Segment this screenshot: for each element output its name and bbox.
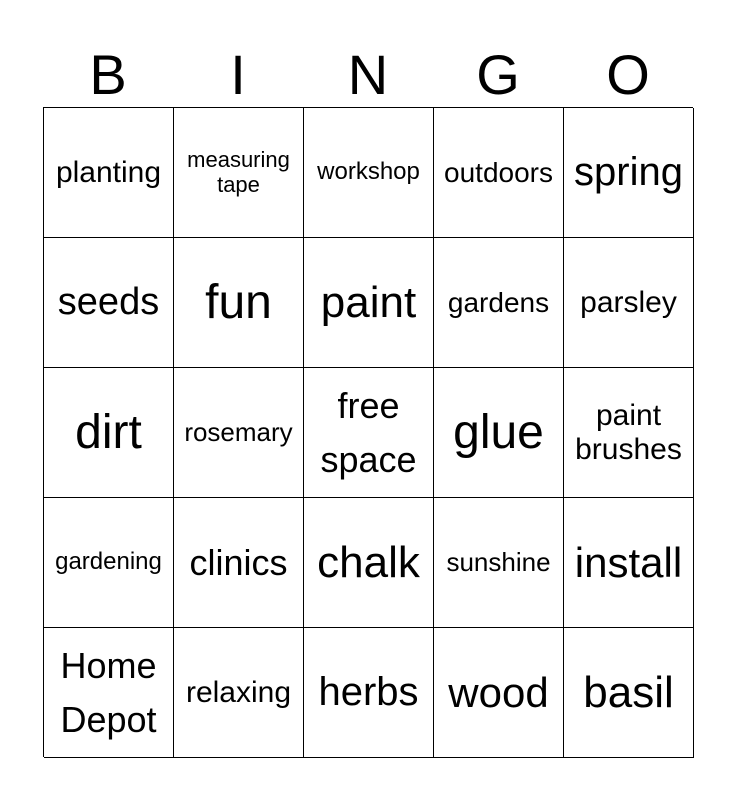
bingo-cell[interactable] (434, 238, 564, 368)
bingo-cell[interactable] (564, 628, 694, 758)
bingo-cell[interactable] (44, 368, 174, 498)
cell-label: dirt (75, 405, 142, 459)
cell-label: install (574, 538, 683, 586)
bingo-cell[interactable] (304, 238, 434, 368)
bingo-cell[interactable] (44, 238, 174, 368)
bingo-board (43, 107, 693, 757)
cell-label: paint (320, 277, 417, 327)
cell-label: gardens (447, 286, 550, 318)
cell-label: sunshine (446, 546, 551, 577)
cell-label: Home Depot (60, 644, 157, 740)
bingo-cell[interactable] (174, 498, 304, 628)
bingo-cell[interactable] (434, 628, 564, 758)
cell-label: workshop (317, 158, 420, 186)
bingo-cell[interactable] (304, 108, 434, 238)
cell-label: herbs (318, 670, 419, 715)
free-space-label: free space (320, 384, 417, 480)
bingo-cell[interactable] (304, 498, 434, 628)
header-letter-i: I (230, 43, 246, 106)
cell-label: rosemary (184, 416, 293, 447)
cell-label: fun (205, 275, 272, 329)
cell-label: paint brushes (575, 398, 682, 466)
cell-label: parsley (580, 285, 677, 319)
cell-label: basil (583, 667, 674, 717)
bingo-cell[interactable] (564, 368, 694, 498)
bingo-cell[interactable] (564, 498, 694, 628)
bingo-cell[interactable] (174, 628, 304, 758)
cell-label: relaxing (185, 675, 292, 709)
cell-label: wood (448, 668, 549, 716)
header-letter-n: N (347, 43, 389, 106)
bingo-cell[interactable] (44, 498, 174, 628)
bingo-cell[interactable] (304, 368, 434, 498)
bingo-cell[interactable] (564, 108, 694, 238)
cell-label: seeds (57, 281, 160, 324)
cell-label: chalk (317, 537, 420, 587)
header-letter-b: B (89, 43, 127, 106)
cell-label: spring (574, 150, 683, 195)
bingo-header (43, 42, 693, 108)
cell-label: clinics (189, 541, 288, 583)
bingo-cell[interactable] (44, 108, 174, 238)
bingo-cell[interactable] (434, 108, 564, 238)
bingo-cell[interactable] (174, 238, 304, 368)
header-letter-o: O (606, 43, 650, 106)
bingo-cell[interactable] (174, 108, 304, 238)
bingo-cell[interactable] (44, 628, 174, 758)
cell-label: measuring tape (187, 146, 290, 197)
bingo-cell[interactable] (434, 368, 564, 498)
cell-label: planting (55, 155, 162, 189)
bingo-cell[interactable] (304, 628, 434, 758)
bingo-cell[interactable] (564, 238, 694, 368)
cell-label: gardening (55, 548, 162, 576)
cell-label: outdoors (444, 156, 553, 188)
bingo-cell[interactable] (174, 368, 304, 498)
cell-label: glue (453, 405, 544, 459)
header-letter-g: G (476, 43, 520, 106)
bingo-cell[interactable] (434, 498, 564, 628)
